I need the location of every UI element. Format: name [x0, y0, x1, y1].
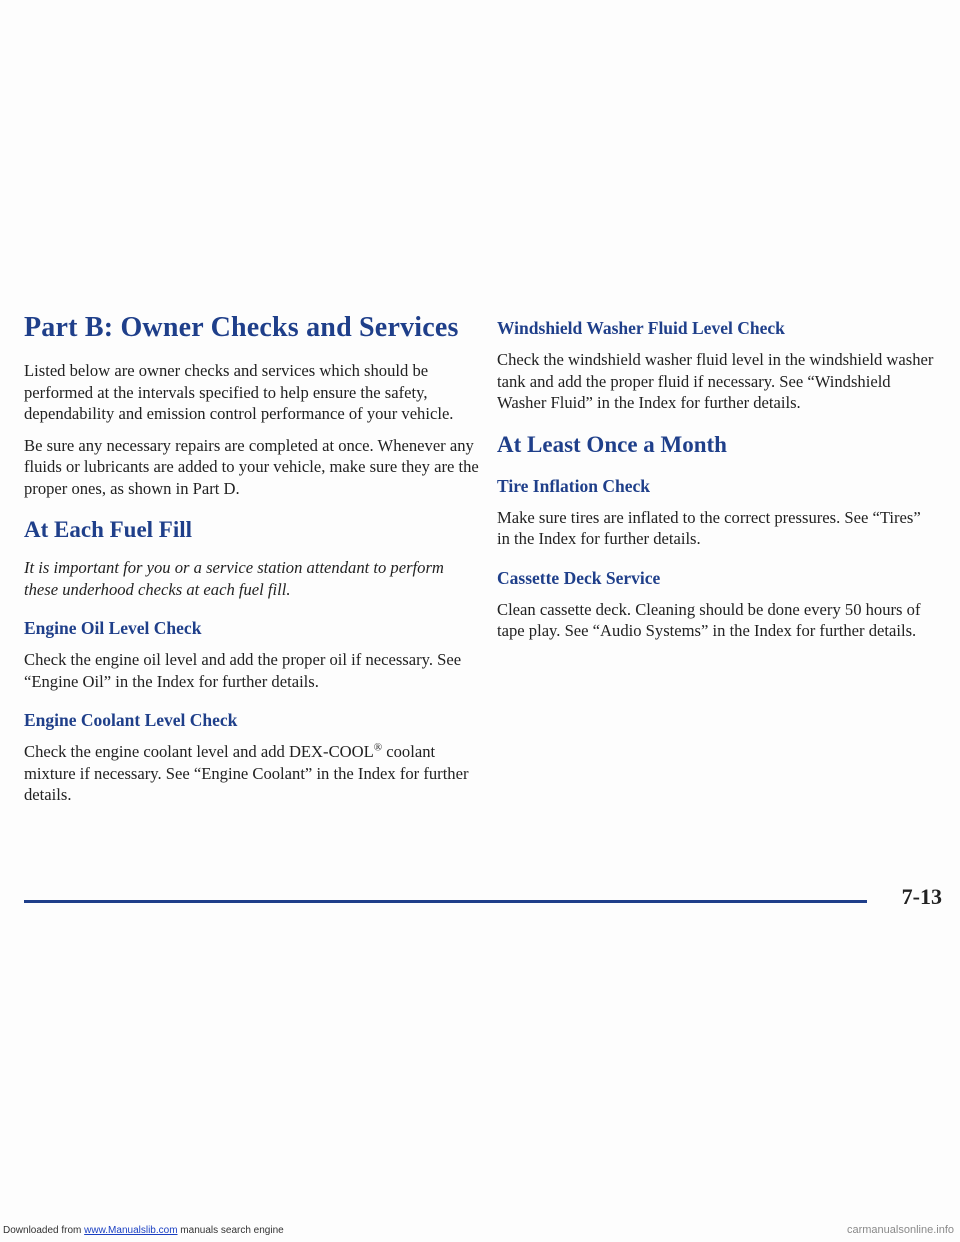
left-column: [24, 300, 480, 816]
footer-suffix: manuals search engine: [177, 1225, 284, 1236]
part-title: Part B: Owner Checks and Services: [24, 312, 459, 343]
engine-coolant-heading: Engine Coolant Level Check: [24, 710, 238, 730]
coolant-text-start: Check the engine coolant level and add DEX-COOL: [24, 742, 374, 761]
manualslib-link[interactable]: www.Manualslib.com: [84, 1225, 178, 1236]
fuel-fill-intro: It is important for you or a service station attendant to perform these underhood checks at each fuel fill.: [24, 558, 444, 599]
engine-oil-heading: Engine Oil Level Check: [24, 618, 202, 638]
watermark: carmanualsonline.info: [846, 1224, 954, 1236]
page-number: 7-13: [901, 884, 942, 909]
washer-fluid-heading: Windshield Washer Fluid Level Check: [497, 318, 785, 338]
once-a-month-heading: At Least Once a Month: [497, 431, 727, 457]
footer-rule: [24, 900, 867, 903]
tire-inflation-heading: Tire Inflation Check: [497, 475, 650, 496]
washer-fluid-text: Check the windshield washer fluid level in the windshield washer tank and add the proper fluid if necessary. See “Windshield Washer Fluid” in the Index for further details.: [497, 350, 934, 412]
registered-mark: ®: [373, 741, 383, 754]
coolant-text-end: coolant mixture if necessary. See “Engine Coolant” in the Index for further details.: [24, 742, 469, 804]
cassette-deck-text: Clean cassette deck. Cleaning should be done every 50 hours of tape play. See “Audio Systems” in the Index for further details.: [497, 599, 921, 640]
cassette-deck-heading: Cassette Deck Service: [497, 567, 661, 588]
intro-paragraph: Listed below are owner checks and services which should be performed at the intervals specified to help ensure the safety, dependability and emission control performance of your vehicle.: [24, 361, 454, 423]
fuel-fill-heading: At Each Fuel Fill: [24, 517, 193, 542]
repairs-paragraph: Be sure any necessary repairs are completed at once. Whenever any fluids or lubricants are added to your vehicle, make sure they are the proper ones, as shown in Part D.: [24, 435, 479, 498]
tire-inflation-text: Make sure tires are inflated to the correct pressures. See “Tires” in the Index for further details.: [497, 507, 921, 548]
right-column: [497, 300, 937, 652]
download-footer: [3, 1225, 284, 1236]
footer-prefix: Downloaded from: [3, 1225, 85, 1236]
engine-oil-text: Check the engine oil level and add the proper oil if necessary. See “Engine Oil” in the Index for further details.: [24, 650, 462, 691]
engine-coolant-text: [24, 741, 480, 806]
